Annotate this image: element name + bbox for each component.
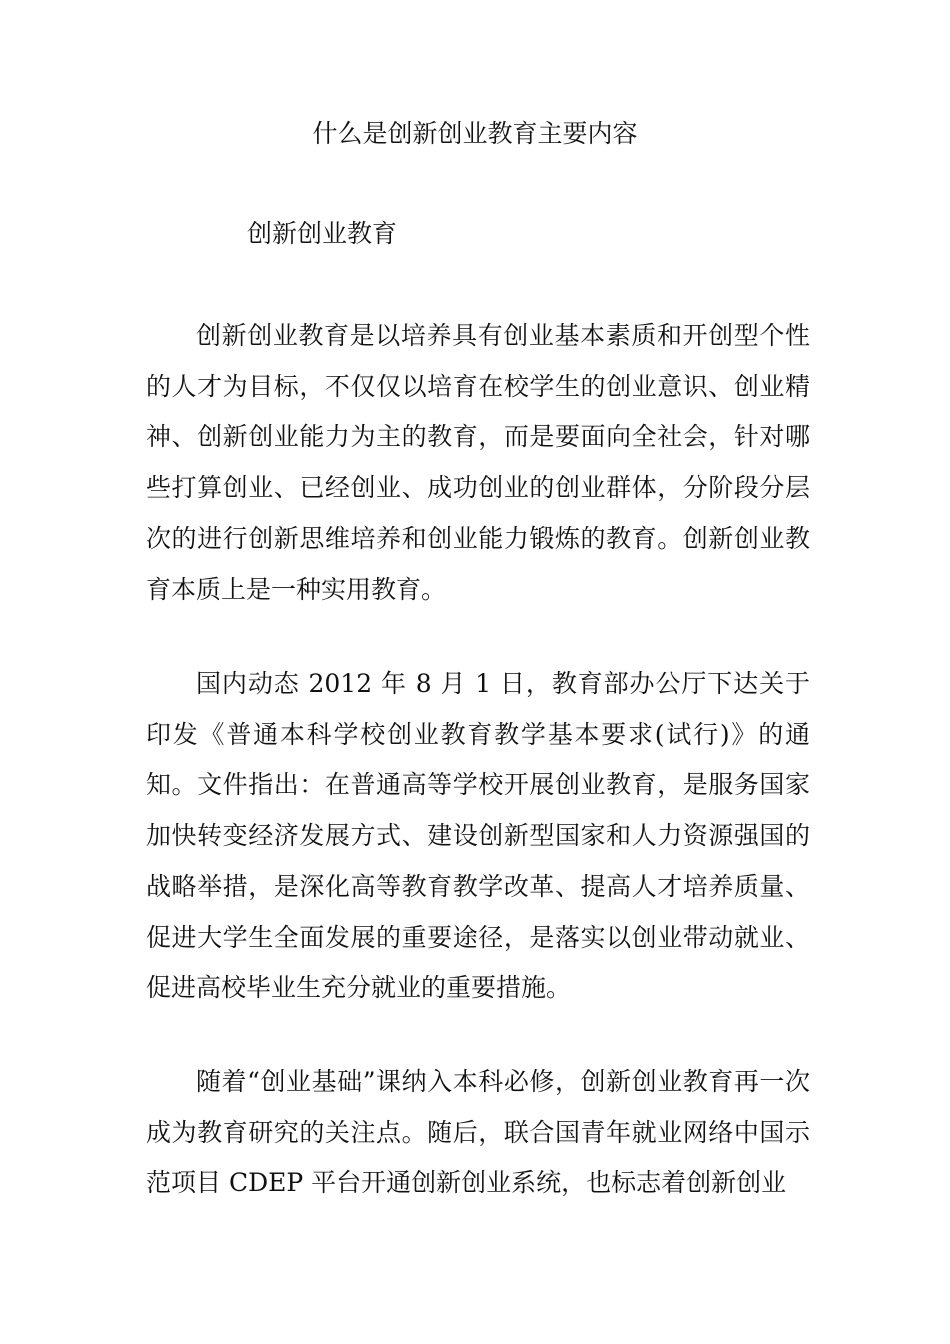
paragraph-definition: 创新创业教育是以培养具有创业基本素质和开创型个性的人才为目标，不仅仅以培育在校学生的创业意识、创业精神、创新创业能力为主的教育，而是要面向全社会，针对哪些打算创业、已经创业、成功创业的创业群体，分阶段分层次的进行创新思维培养和创业能力锻炼的教育。创新创业教育本质上是一种实用教育。 [146,321,810,604]
paragraph-domestic-news: 国内动态 2012 年 8 月 1 日，教育部办公厅下达关于印发《普通本科学校创业教育教学基本要求(试行)》的通知。文件指出：在普通高等学校开展创业教育，是服务国家加快转变经济发展方式、建设创新型国家和人力资源强国的战略举措，是深化高等教育教学改革、提高人才培养质量、促进大学生全面发展的重要途径，是落实以创业带动就业、促进高校毕业生充分就业的重要措施。 [146,669,810,1003]
section-heading: 创新创业教育 [247,219,398,248]
paragraph-course-requirement: 随着“创业基础”课纳入本科必修，创新创业教育再一次成为教育研究的关注点。随后，联合国青年就业网络中国示范项目 CDEP 平台开通创新创业系统，也标志着创新创业 [146,1067,810,1198]
document-title: 什么是创新创业教育主要内容 [312,119,638,148]
